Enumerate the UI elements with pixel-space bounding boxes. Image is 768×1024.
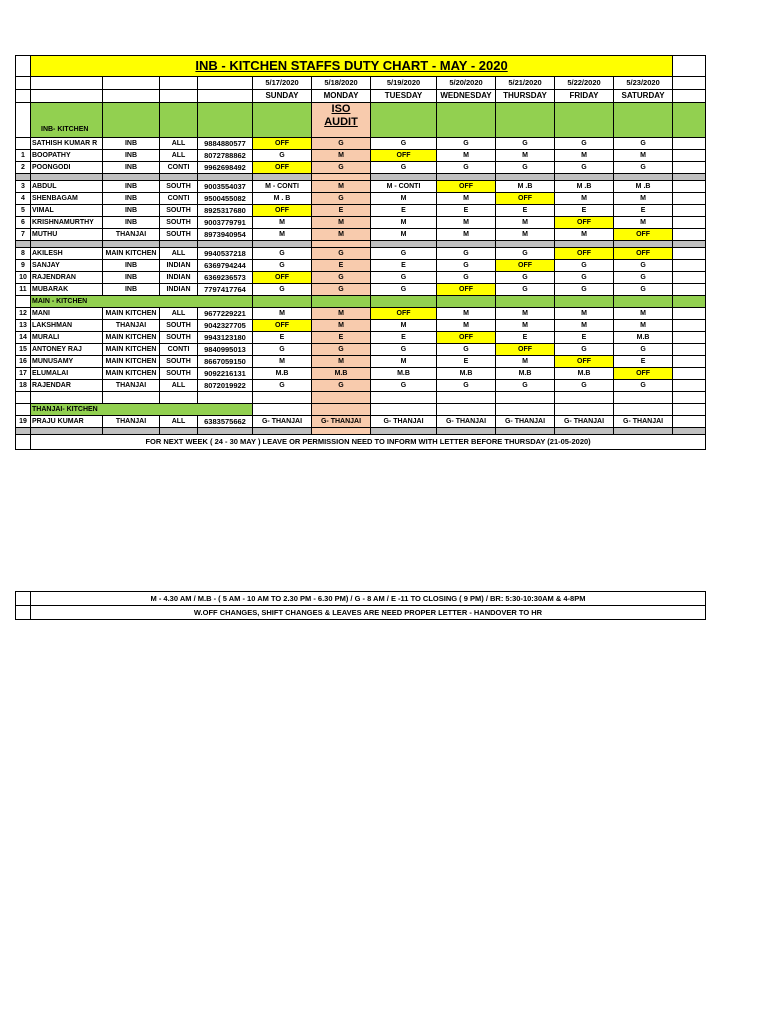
staff-unit: THANJAI — [103, 229, 160, 241]
shift-cell: E — [555, 332, 614, 344]
row-number: 7 — [16, 229, 31, 241]
staff-type: INDIAN — [160, 260, 198, 272]
shift-cell: G- THANJAI — [312, 416, 371, 428]
section-row — [16, 296, 706, 308]
shift-cell: M — [496, 308, 555, 320]
date-header: 5/19/2020 — [371, 77, 437, 90]
shift-cell: M — [437, 308, 496, 320]
staff-name: MUTHU — [31, 229, 103, 241]
shift-cell: M — [614, 150, 673, 162]
shift-cell: G — [437, 260, 496, 272]
staff-name: ELUMALAI — [31, 368, 103, 380]
staff-phone: 8667059150 — [198, 356, 253, 368]
staff-type: CONTI — [160, 193, 198, 205]
staff-unit: THANJAI — [103, 320, 160, 332]
shift-cell: G — [312, 344, 371, 356]
shift-cell: M — [253, 217, 312, 229]
shift-cell: E — [496, 332, 555, 344]
staff-phone: 8973940954 — [198, 229, 253, 241]
shift-cell: G — [555, 138, 614, 150]
staff-unit: INB — [103, 150, 160, 162]
shift-cell: G — [496, 248, 555, 260]
shift-cell: M — [555, 229, 614, 241]
day-header: FRIDAY — [555, 90, 614, 103]
shift-cell: G — [614, 344, 673, 356]
shift-cell: M - CONTI — [253, 181, 312, 193]
shift-cell: M — [437, 229, 496, 241]
table-row — [16, 229, 706, 241]
staff-name: SANJAY — [31, 260, 103, 272]
shift-cell: E — [371, 260, 437, 272]
section-row — [16, 103, 706, 138]
shift-cell: M.B — [614, 332, 673, 344]
shift-cell: M — [496, 320, 555, 332]
shift-cell: G- THANJAI — [496, 416, 555, 428]
shift-cell: M .B — [555, 181, 614, 193]
shift-cell: E — [437, 205, 496, 217]
staff-phone: 9003554037 — [198, 181, 253, 193]
staff-unit: MAIN KITCHEN — [103, 344, 160, 356]
staff-phone: 9884880577 — [198, 138, 253, 150]
staff-unit: INB — [103, 205, 160, 217]
shift-cell: M — [496, 229, 555, 241]
shift-cell: G — [555, 260, 614, 272]
shift-cell: M — [437, 320, 496, 332]
shift-cell: G — [312, 248, 371, 260]
date-header: 5/17/2020 — [253, 77, 312, 90]
shift-cell: M — [312, 308, 371, 320]
shift-cell: E — [312, 205, 371, 217]
shift-cell: M — [614, 308, 673, 320]
shift-cell: OFF — [555, 217, 614, 229]
shift-cell: OFF — [253, 272, 312, 284]
shift-cell: G — [614, 380, 673, 392]
shift-cell: E — [614, 356, 673, 368]
shift-cell: G — [253, 344, 312, 356]
staff-type: CONTI — [160, 162, 198, 174]
staff-type: SOUTH — [160, 356, 198, 368]
shift-cell: G — [614, 138, 673, 150]
row-number: 13 — [16, 320, 31, 332]
staff-phone: 9092216131 — [198, 368, 253, 380]
staff-phone: 8072019922 — [198, 380, 253, 392]
row-number: 10 — [16, 272, 31, 284]
chart-title: INB - KITCHEN STAFFS DUTY CHART - MAY - 2020 — [31, 56, 673, 77]
shift-cell: G — [253, 284, 312, 296]
staff-unit: MAIN KITCHEN — [103, 356, 160, 368]
shift-cell: G — [253, 150, 312, 162]
shift-cell: M — [437, 193, 496, 205]
shift-cell: G — [437, 248, 496, 260]
staff-unit: INB — [103, 181, 160, 193]
staff-type: SOUTH — [160, 332, 198, 344]
staff-phone: 9500455082 — [198, 193, 253, 205]
staff-type: ALL — [160, 138, 198, 150]
iso-label: ISO — [331, 103, 351, 115]
shift-cell: OFF — [555, 248, 614, 260]
shift-cell: G — [555, 272, 614, 284]
shift-cell: G — [371, 380, 437, 392]
row-number: 1 — [16, 150, 31, 162]
shift-cell: M — [437, 217, 496, 229]
shift-cell: E — [253, 332, 312, 344]
shift-cell: E — [614, 205, 673, 217]
staff-unit: INB — [103, 284, 160, 296]
row-number: 4 — [16, 193, 31, 205]
date-header: 5/23/2020 — [614, 77, 673, 90]
table-row — [16, 356, 706, 368]
staff-type: SOUTH — [160, 217, 198, 229]
shift-cell: G — [496, 162, 555, 174]
shift-cell: M — [312, 320, 371, 332]
shift-cell: M.B — [371, 368, 437, 380]
staff-unit: THANJAI — [103, 416, 160, 428]
shift-cell: G — [312, 193, 371, 205]
staff-name: KRISHNAMURTHY — [31, 217, 103, 229]
shift-cell: M — [555, 193, 614, 205]
staff-name: SHENBAGAM — [31, 193, 103, 205]
staff-name: POONGODI — [31, 162, 103, 174]
shift-cell: M — [437, 150, 496, 162]
staff-phone: 9677229221 — [198, 308, 253, 320]
shift-cell: G — [312, 272, 371, 284]
shift-cell: G — [614, 260, 673, 272]
staff-phone: 9940537218 — [198, 248, 253, 260]
table-row — [16, 217, 706, 229]
row-number: 18 — [16, 380, 31, 392]
staff-name: ABDUL — [31, 181, 103, 193]
shift-cell: OFF — [496, 260, 555, 272]
staff-name: LAKSHMAN — [31, 320, 103, 332]
row-number: 15 — [16, 344, 31, 356]
table-row — [16, 380, 706, 392]
shift-cell: M .B — [496, 181, 555, 193]
table-row — [16, 162, 706, 174]
shift-cell: G — [312, 162, 371, 174]
shift-cell: G — [437, 138, 496, 150]
shift-cell: E — [437, 356, 496, 368]
staff-unit: INB — [103, 138, 160, 150]
shift-cell: G — [312, 284, 371, 296]
shift-cell: E — [496, 205, 555, 217]
row-number: 19 — [16, 416, 31, 428]
date-header: 5/20/2020 — [437, 77, 496, 90]
shift-cell: OFF — [437, 181, 496, 193]
staff-phone: 9840995013 — [198, 344, 253, 356]
table-row — [16, 193, 706, 205]
shift-cell: E — [312, 260, 371, 272]
shift-cell: M — [555, 320, 614, 332]
row-number: 9 — [16, 260, 31, 272]
shift-cell: G — [614, 162, 673, 174]
staff-unit: INB — [103, 260, 160, 272]
shift-cell: G — [437, 162, 496, 174]
shift-cell: G — [312, 138, 371, 150]
shift-cell: M — [555, 308, 614, 320]
shift-cell: G — [437, 380, 496, 392]
separator-row — [16, 174, 706, 181]
section-label: INB- KITCHEN — [41, 126, 89, 133]
day-header: TUESDAY — [371, 90, 437, 103]
shift-cell: G- THANJAI — [371, 416, 437, 428]
shift-cell: G — [555, 284, 614, 296]
staff-type: SOUTH — [160, 205, 198, 217]
staff-unit: INB — [103, 162, 160, 174]
table-row — [16, 308, 706, 320]
row-number: 8 — [16, 248, 31, 260]
shift-cell: G — [614, 272, 673, 284]
date-header: 5/21/2020 — [496, 77, 555, 90]
shift-cell: M — [312, 217, 371, 229]
iso-audit-cell — [312, 103, 371, 138]
day-header: SATURDAY — [614, 90, 673, 103]
shift-cell: M — [614, 217, 673, 229]
staff-name: ANTONEY RAJ — [31, 344, 103, 356]
duty-chart-table — [15, 55, 706, 450]
shift-cell: OFF — [371, 150, 437, 162]
shift-cell: OFF — [614, 229, 673, 241]
shift-cell: M - CONTI — [371, 181, 437, 193]
shift-cell: M — [555, 150, 614, 162]
shift-cell: M — [253, 356, 312, 368]
date-header: 5/22/2020 — [555, 77, 614, 90]
staff-type: INDIAN — [160, 284, 198, 296]
row-number: 11 — [16, 284, 31, 296]
staff-phone: 9943123180 — [198, 332, 253, 344]
staff-phone: 9042327705 — [198, 320, 253, 332]
staff-name: MUBARAK — [31, 284, 103, 296]
table-row — [16, 181, 706, 193]
day-header: WEDNESDAY — [437, 90, 496, 103]
section-row — [16, 404, 706, 416]
staff-name: MANI — [31, 308, 103, 320]
shift-cell: OFF — [253, 320, 312, 332]
shift-cell: G- THANJAI — [555, 416, 614, 428]
shift-cell: OFF — [253, 138, 312, 150]
shift-cell: M — [371, 217, 437, 229]
table-row — [16, 344, 706, 356]
table-row — [16, 260, 706, 272]
staff-type: SOUTH — [160, 320, 198, 332]
shift-cell: M — [371, 356, 437, 368]
shift-cell: OFF — [371, 308, 437, 320]
shift-timings: M - 4.30 AM / M.B - ( 5 AM - 10 AM TO 2.30 PM - 6.30 PM) / G - 8 AM / E -11 TO CLOSING ( 9 PM) / BR: 5:30-10:30AM & 4-8PM — [31, 592, 706, 606]
staff-type: ALL — [160, 308, 198, 320]
shift-cell: OFF — [437, 332, 496, 344]
separator-row — [16, 428, 706, 435]
staff-phone: 6369236573 — [198, 272, 253, 284]
staff-type: SOUTH — [160, 229, 198, 241]
staff-type: ALL — [160, 150, 198, 162]
shift-cell: G- THANJAI — [614, 416, 673, 428]
shift-cell: OFF — [253, 162, 312, 174]
table-row — [16, 150, 706, 162]
shift-cell: G — [371, 162, 437, 174]
table-row — [16, 205, 706, 217]
staff-phone: 6369794244 — [198, 260, 253, 272]
shift-cell: OFF — [496, 344, 555, 356]
row-number: 6 — [16, 217, 31, 229]
staff-name: AKILESH — [31, 248, 103, 260]
shift-cell: M — [496, 217, 555, 229]
table-row — [16, 368, 706, 380]
table-row — [16, 332, 706, 344]
staff-unit: INB — [103, 217, 160, 229]
row-number: 12 — [16, 308, 31, 320]
separator-row — [16, 241, 706, 248]
staff-name: BOOPATHY — [31, 150, 103, 162]
staff-unit: INB — [103, 272, 160, 284]
shift-cell: G — [253, 260, 312, 272]
shift-cell: M.B — [555, 368, 614, 380]
table-row — [16, 138, 706, 150]
shift-cell: G — [253, 248, 312, 260]
shift-cell: OFF — [437, 284, 496, 296]
staff-name: RAJENDRAN — [31, 272, 103, 284]
shift-cell: G — [496, 380, 555, 392]
staff-unit: MAIN KITCHEN — [103, 332, 160, 344]
shift-cell: G — [371, 248, 437, 260]
row-number: 2 — [16, 162, 31, 174]
shift-cell: M — [312, 181, 371, 193]
row-number: 16 — [16, 356, 31, 368]
staff-type: ALL — [160, 380, 198, 392]
date-header: 5/18/2020 — [312, 77, 371, 90]
shift-cell: G — [371, 344, 437, 356]
day-header: SUNDAY — [253, 90, 312, 103]
staff-type: INDIAN — [160, 272, 198, 284]
staff-unit: INB — [103, 193, 160, 205]
table-row — [16, 320, 706, 332]
staff-unit: MAIN KITCHEN — [103, 368, 160, 380]
shift-cell: G — [555, 162, 614, 174]
shift-cell: M — [614, 320, 673, 332]
shift-cell: M .B — [614, 181, 673, 193]
shift-cell: M — [371, 229, 437, 241]
staff-name: MUNUSAMY — [31, 356, 103, 368]
shift-cell: G- THANJAI — [437, 416, 496, 428]
staff-phone: 9962698492 — [198, 162, 253, 174]
day-header: MONDAY — [312, 90, 371, 103]
shift-legend — [15, 591, 706, 620]
row-number — [16, 138, 31, 150]
staff-phone: 8072788862 — [198, 150, 253, 162]
shift-cell: E — [312, 332, 371, 344]
shift-cell: M — [253, 308, 312, 320]
shift-cell: M — [371, 320, 437, 332]
shift-cell: M.B — [253, 368, 312, 380]
blank-row — [16, 392, 706, 404]
audit-label: AUDIT — [324, 116, 358, 128]
shift-cell: E — [555, 205, 614, 217]
shift-cell: OFF — [555, 356, 614, 368]
shift-cell: M — [614, 193, 673, 205]
staff-unit: MAIN KITCHEN — [103, 308, 160, 320]
row-number: 14 — [16, 332, 31, 344]
staff-unit: THANJAI — [103, 380, 160, 392]
shift-cell: G — [496, 272, 555, 284]
policy-note: W.OFF CHANGES, SHIFT CHANGES & LEAVES ARE NEED PROPER LETTER - HANDOVER TO HR — [31, 606, 706, 620]
staff-phone: 8925317680 — [198, 205, 253, 217]
shift-cell: M.B — [496, 368, 555, 380]
shift-cell: M — [312, 229, 371, 241]
row-number: 3 — [16, 181, 31, 193]
staff-unit: MAIN KITCHEN — [103, 248, 160, 260]
shift-cell: E — [371, 332, 437, 344]
shift-cell: G — [371, 138, 437, 150]
shift-cell: M — [312, 356, 371, 368]
table-row — [16, 416, 706, 428]
shift-cell: G — [496, 138, 555, 150]
row-number: 17 — [16, 368, 31, 380]
staff-phone: 7797417764 — [198, 284, 253, 296]
shift-cell: M . B — [253, 193, 312, 205]
staff-phone: 9003779791 — [198, 217, 253, 229]
shift-cell: OFF — [614, 368, 673, 380]
shift-cell: G — [496, 284, 555, 296]
table-row — [16, 284, 706, 296]
shift-cell: M — [496, 150, 555, 162]
next-week-note: FOR NEXT WEEK ( 24 - 30 MAY ) LEAVE OR PERMISSION NEED TO INFORM WITH LETTER BEFORE THURSDAY (21-05-2020) — [31, 435, 706, 450]
staff-name: RAJENDAR — [31, 380, 103, 392]
day-header: THURSDAY — [496, 90, 555, 103]
staff-name: SATHISH KUMAR R — [31, 138, 103, 150]
staff-type: CONTI — [160, 344, 198, 356]
shift-cell: G — [371, 272, 437, 284]
table-row — [16, 272, 706, 284]
shift-cell: M.B — [437, 368, 496, 380]
staff-phone: 6383575662 — [198, 416, 253, 428]
shift-cell: OFF — [496, 193, 555, 205]
staff-name: PRAJU KUMAR — [31, 416, 103, 428]
shift-cell: G — [312, 380, 371, 392]
shift-cell: M — [253, 229, 312, 241]
section-label: MAIN - KITCHEN — [31, 296, 253, 308]
shift-cell: G — [555, 344, 614, 356]
shift-cell: M.B — [312, 368, 371, 380]
shift-cell: M — [496, 356, 555, 368]
shift-cell: OFF — [614, 248, 673, 260]
staff-type: SOUTH — [160, 181, 198, 193]
section-label: THANJAI- KITCHEN — [31, 404, 253, 416]
staff-name: VIMAL — [31, 205, 103, 217]
staff-type: SOUTH — [160, 368, 198, 380]
shift-cell: G — [253, 380, 312, 392]
shift-cell: G — [614, 284, 673, 296]
staff-type: ALL — [160, 248, 198, 260]
shift-cell: G — [371, 284, 437, 296]
shift-cell: M — [371, 193, 437, 205]
table-row — [16, 248, 706, 260]
shift-cell: OFF — [253, 205, 312, 217]
shift-cell: M — [312, 150, 371, 162]
shift-cell: G- THANJAI — [253, 416, 312, 428]
shift-cell: G — [555, 380, 614, 392]
staff-name: MURALI — [31, 332, 103, 344]
row-number: 5 — [16, 205, 31, 217]
shift-cell: E — [371, 205, 437, 217]
shift-cell: G — [437, 272, 496, 284]
shift-cell: G — [437, 344, 496, 356]
staff-type: ALL — [160, 416, 198, 428]
